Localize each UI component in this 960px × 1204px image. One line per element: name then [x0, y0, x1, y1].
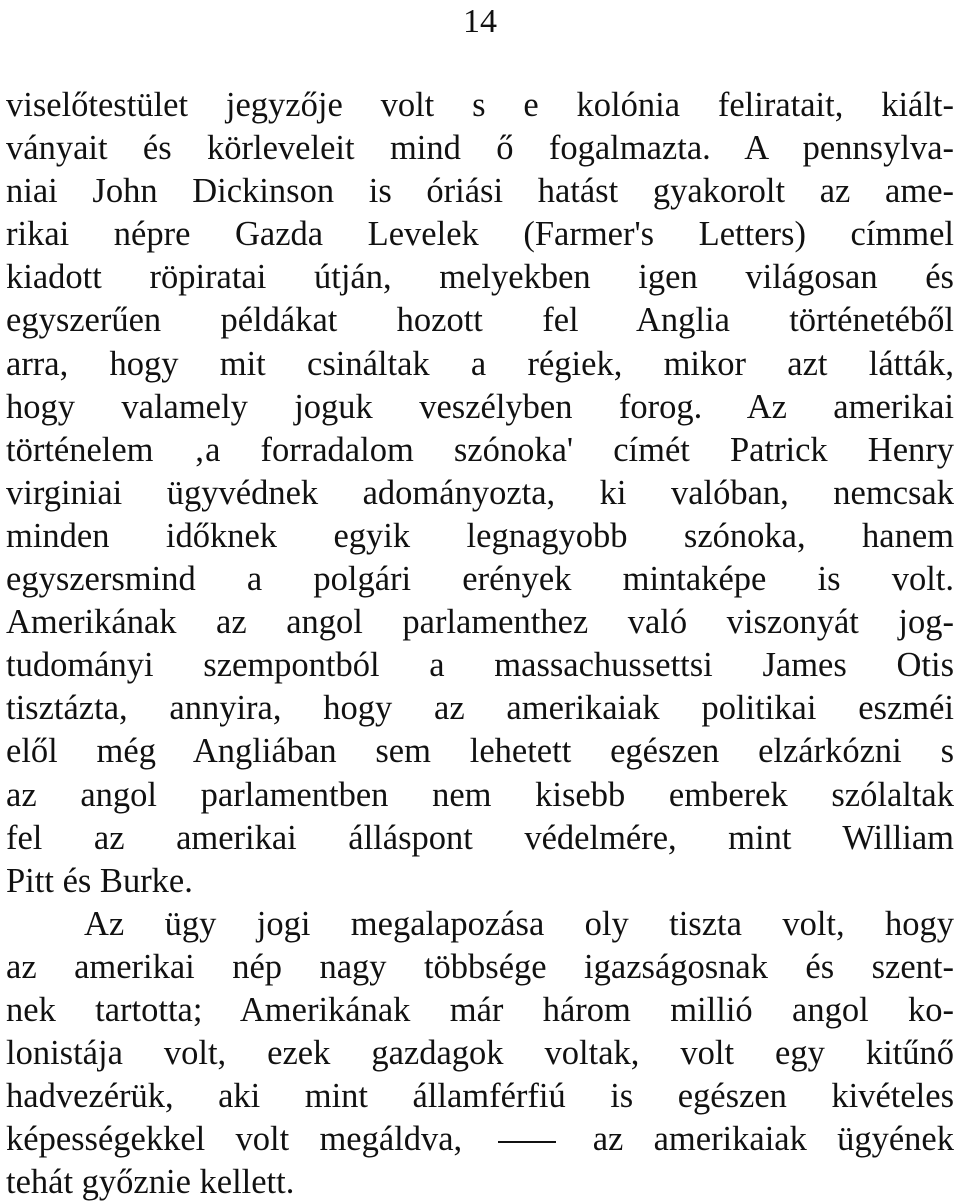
text-line: arra, hogy mit csináltak a régiek, mikor azt látták, — [6, 344, 954, 383]
line-end-text: az amerikaiak ügyének — [592, 1120, 954, 1159]
text-line: niai John Dickinson is óriási hatást gyakorolt az ame- — [6, 172, 954, 211]
text-line: viselőtestület jegyzője volt s e kolónia feliratait, kiált- — [6, 86, 954, 124]
page-number: 14 — [463, 3, 497, 40]
text-line: egyszerűen példákat hozott fel Anglia történetéből — [6, 301, 954, 340]
text-line: hogy valamely joguk veszélyben forog. Az amerikai — [6, 387, 954, 426]
line-start-text: képességekkel volt megáldva, — [6, 1120, 463, 1159]
text-line: tisztázta, annyira, hogy az amerikaiak politikai eszméi — [6, 689, 954, 728]
body-text — [6, 84, 954, 1204]
text-line: lonistája volt, ezek gazdagok voltak, volt egy kitűnő — [6, 1034, 954, 1073]
text-line: az angol parlamentben nem kisebb emberek szólaltak — [6, 775, 954, 814]
text-line: nek tartotta; Amerikának már három millió angol ko- — [6, 990, 954, 1029]
text-line: kiadott röpiratai útján, melyekben igen világosan és — [6, 258, 954, 297]
text-line: rikai népre Gazda Levelek (Farmer's Letters) címmel — [6, 215, 954, 254]
text-line-last: tehát győznie kellett. — [6, 1163, 295, 1202]
text-line-with-dash — [6, 1118, 954, 1161]
text-line: elől még Angliában sem lehetett egészen elzárkózni s — [6, 732, 954, 771]
text-line: ványait és körleveleit mind ő fogalmazta. A pennsylva- — [6, 129, 954, 168]
text-line: történelem ‚a forradalom szónoka' címét Patrick Henry — [6, 430, 954, 469]
text-line: hadvezérük, aki mint államférfiú is egészen kivételes — [6, 1077, 954, 1116]
text-line: egyszersmind a polgári erények mintaképe is volt. — [6, 560, 954, 599]
text-line: Amerikának az angol parlamenthez való viszonyát jog- — [6, 603, 954, 642]
text-line: virginiai ügyvédnek adományozta, ki valóban, nemcsak — [6, 473, 954, 512]
text-line: fel az amerikai álláspont védelmére, mint William — [6, 818, 954, 857]
text-line: Pitt és Burke. — [6, 861, 193, 900]
text-line: tudományi szempontból a massachussettsi James Otis — [6, 646, 954, 685]
text-line: az amerikai nép nagy többsége igazságosnak és szent- — [6, 947, 954, 986]
em-dash — [498, 1141, 556, 1143]
text-line-paragraph-start: Az ügy jogi megalapozása oly tiszta volt, hogy — [84, 904, 954, 943]
text-line: minden időknek egyik legnagyobb szónoka, hanem — [6, 516, 954, 555]
